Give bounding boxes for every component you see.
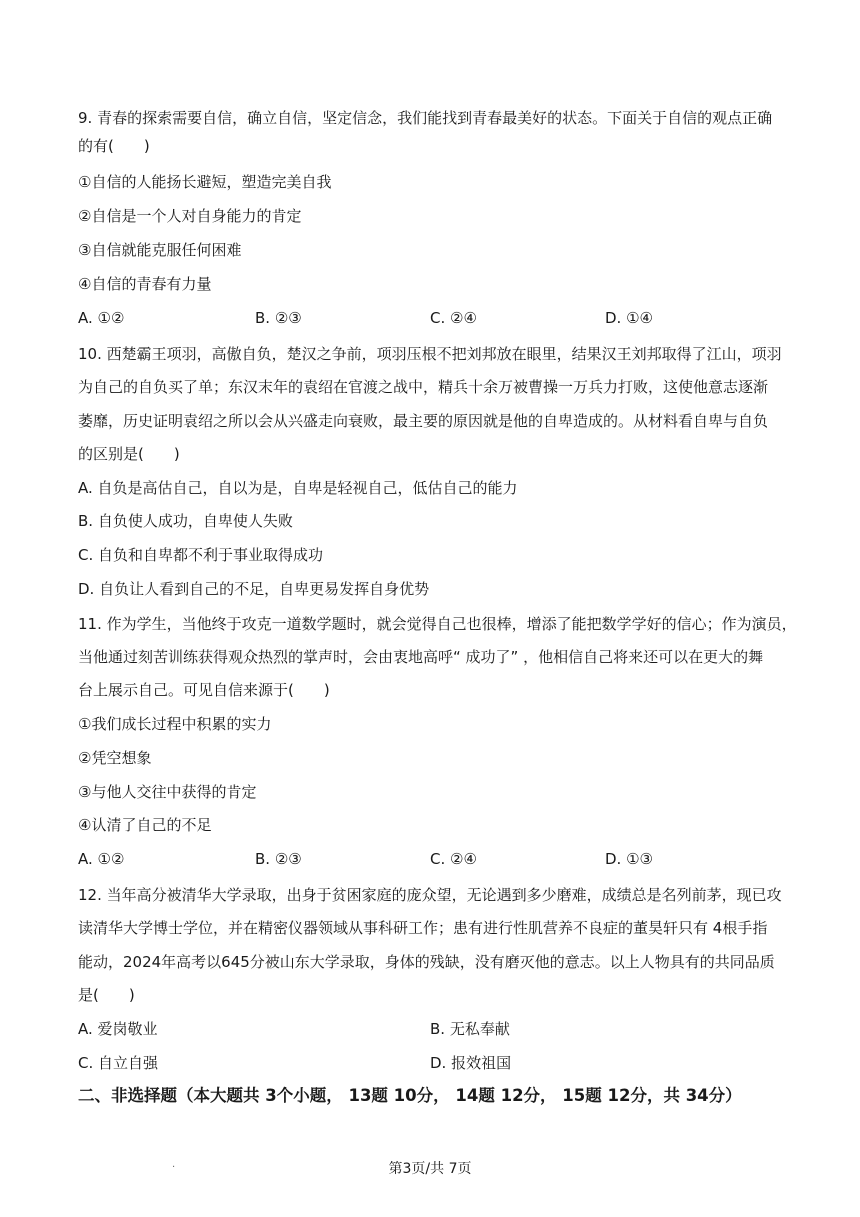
q11-item-3: ③与他人交往中获得的肯定	[78, 783, 257, 801]
q12-option-a: A. 爱岗敬业	[78, 1020, 158, 1038]
q9-item-1: ①自信的人能扬长避短，塑造完美自我	[78, 173, 332, 191]
q11-option-d: D. ①③	[605, 850, 653, 868]
q11-item-4: ④认清了自己的不足	[78, 816, 212, 834]
q10-option-a: A. 自负是高估自己，自以为是，自卑是轻视自己，低估自己的能力	[78, 479, 518, 497]
q10-stem-line-3: 萎靡，历史证明袁绍之所以会从兴盛走向衰败，最主要的原因就是他的自卑造成的。从材料看自卑与自负	[78, 412, 769, 430]
q9-stem-line-2: 的有( )	[78, 137, 150, 155]
q11-stem-line-3: 台上展示自己。可见自信来源于( )	[78, 681, 330, 699]
q11-stem-line-1: 11. 作为学生，当他终于攻克一道数学题时，就会觉得自己也很棒，增添了能把数学学好的信心；作为演员，	[78, 615, 797, 633]
q10-option-b: B. 自负使人成功，自卑使人失败	[78, 512, 293, 530]
q11-option-a: A. ①②	[78, 850, 125, 868]
q12-stem-line-3: 能动，2024年高考以645分被山东大学录取，身体的残缺，没有磨灭他的意志。以上人物具有的共同品质	[78, 953, 775, 971]
q9-option-c: C. ②④	[430, 309, 477, 327]
q11-option-b: B. ②③	[255, 850, 302, 868]
q11-option-c: C. ②④	[430, 850, 477, 868]
q10-option-c: C. 自负和自卑都不利于事业取得成功	[78, 546, 324, 564]
q12-option-c: C. 自立自强	[78, 1054, 159, 1072]
q12-option-d: D. 报效祖国	[430, 1054, 512, 1072]
q12-option-b: B. 无私奉献	[430, 1020, 510, 1038]
q9-item-4: ④自信的青春有力量	[78, 275, 212, 293]
q9-option-b: B. ②③	[255, 309, 302, 327]
q9-item-2: ②自信是一个人对自身能力的肯定	[78, 207, 302, 225]
q12-stem-line-2: 读清华大学博士学位，并在精密仪器领域从事科研工作；患有进行性肌营养不良症的董昊轩只有 4根手指	[78, 919, 768, 937]
q11-stem-line-2: 当他通过刻苦训练获得观众热烈的掌声时，会由衷地高呼“ 成功了” ，他相信自己将来还可以在更大的舞	[78, 648, 764, 666]
q9-item-3: ③自信就能克服任何困难	[78, 241, 242, 259]
q12-stem-line-1: 12. 当年高分被清华大学录取，出身于贫困家庭的庞众望，无论遇到多少磨难，成绩总是名列前茅，现已攻	[78, 886, 782, 904]
q10-stem-line-4: 的区别是( )	[78, 445, 180, 463]
section-2-heading: 二、非选择题（本大题共 3个小题， 13题 10分， 14题 12分， 15题 12分，共 34分）	[78, 1086, 742, 1105]
q10-stem-line-1: 10. 西楚霸王项羽，高傲自负，楚汉之争前，项羽压根不把刘邦放在眼里，结果汉王刘邦取得了江山，项羽	[78, 345, 782, 363]
q10-option-d: D. 自负让人看到自己的不足，自卑更易发挥自身优势	[78, 580, 430, 598]
q11-item-1: ①我们成长过程中积累的实力	[78, 715, 272, 733]
footer-dot: .	[172, 1159, 176, 1170]
q9-option-a: A. ①②	[78, 309, 125, 327]
q11-item-2: ②凭空想象	[78, 749, 152, 767]
q9-stem-line-1: 9. 青春的探索需要自信，确立自信，坚定信念，我们能找到青春最美好的状态。下面关于自信的观点正确	[78, 109, 773, 127]
q10-stem-line-2: 为自己的自负买了单；东汉末年的袁绍在官渡之战中，精兵十余万被曹操一万兵力打败，这使他意志逐渐	[78, 378, 769, 396]
page-number-footer: 第3页/共 7页	[388, 1161, 472, 1177]
q9-option-d: D. ①④	[605, 309, 653, 327]
q12-stem-line-4: 是( )	[78, 986, 135, 1004]
